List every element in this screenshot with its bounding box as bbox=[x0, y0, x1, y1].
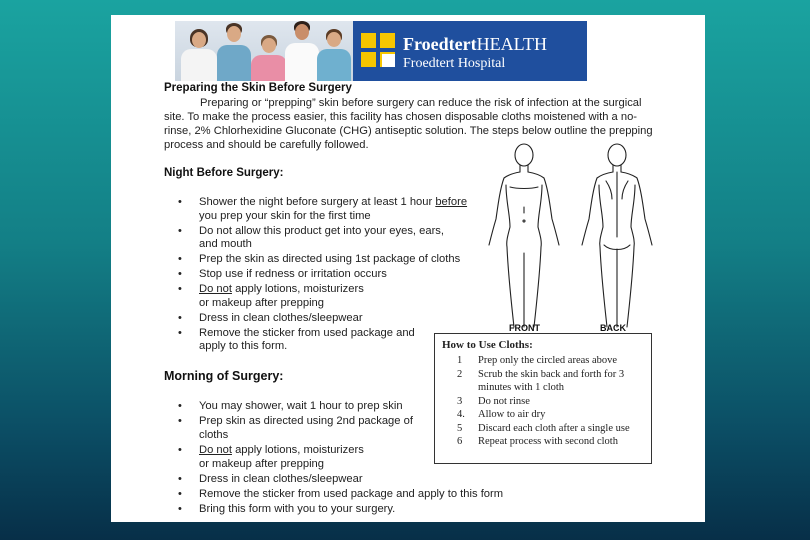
list-item: • Remove the sticker from used package and apply to this form. bbox=[164, 327, 484, 354]
front-label: FRONT bbox=[509, 323, 540, 333]
list-item: • Dress in clean clothes/sleepwear bbox=[164, 473, 584, 487]
list-item: • Remove the sticker from used package and apply to this form bbox=[164, 488, 584, 502]
list-item: • Prep skin as directed using 2nd package of cloths bbox=[164, 415, 584, 442]
night-before-heading: Night Before Surgery: bbox=[164, 167, 284, 179]
list-item: • Dress in clean clothes/sleepwear bbox=[164, 312, 484, 326]
list-item: 6 Repeat process with second cloth bbox=[457, 436, 618, 447]
list-item: • Bring this form with you to your surgery. bbox=[164, 503, 584, 517]
document-title: Preparing the Skin Before Surgery bbox=[164, 82, 352, 94]
logo-cross-mark bbox=[361, 33, 395, 67]
list-item: 5 Discard each cloth after a single use bbox=[457, 422, 630, 434]
list-item: • Do not apply lotions, moisturizers or makeup after prepping bbox=[164, 283, 484, 310]
body-diagram bbox=[484, 141, 659, 333]
list-item: 2 Scrub the skin back and forth for 3 minutes with 1 cloth bbox=[457, 368, 625, 393]
list-item: 4. Allow to air dry bbox=[457, 409, 546, 420]
box-title: How to Use Cloths: bbox=[442, 339, 533, 351]
staff-member-figure bbox=[285, 21, 319, 81]
froedtert-logo bbox=[353, 21, 587, 81]
list-item: • Do not apply lotions, moisturizers or makeup after prepping bbox=[164, 444, 584, 471]
list-item: 1 Prep only the circled areas above bbox=[457, 355, 618, 366]
night-before-list bbox=[164, 196, 484, 355]
list-item: • You may shower, wait 1 hour to prep skin bbox=[164, 400, 584, 414]
logo-hospital-name: Froedtert Hospital bbox=[403, 56, 506, 71]
body-back-figure bbox=[582, 144, 652, 327]
morning-of-surgery-list bbox=[164, 400, 584, 519]
body-front-figure bbox=[489, 144, 559, 327]
intro-paragraph: Preparing or “prepping” skin before surgery can reduce the risk of infection at the surgical site. To make the process easier, this facility has chosen disposable cloths moistened with a no-rinse, 2% Chlorhexidine Gluconate (CHG) antiseptic solution. The steps below outline the prepping process and should be carefully followed. bbox=[164, 97, 653, 151]
list-item: 3 Do not rinse bbox=[457, 395, 530, 407]
logo-brand-name: FroedtertHEALTH bbox=[403, 34, 547, 54]
staff-member-figure bbox=[251, 35, 287, 81]
list-item: • Shower the night before surgery at least 1 hour before you prep your skin for the first time bbox=[164, 196, 484, 223]
list-item: • Prep the skin as directed using 1st package of cloths bbox=[164, 253, 484, 267]
morning-of-surgery-heading: Morning of Surgery: bbox=[164, 369, 284, 383]
staff-member-figure bbox=[181, 27, 217, 81]
staff-member-figure bbox=[217, 23, 251, 81]
staff-member-figure bbox=[317, 29, 351, 81]
staff-photo bbox=[175, 21, 353, 81]
document-page bbox=[111, 15, 705, 522]
back-label: BACK bbox=[600, 323, 626, 333]
list-item: • Do not allow this product get into your eyes, ears, and mouth bbox=[164, 225, 484, 252]
list-item: • Stop use if redness or irritation occurs bbox=[164, 268, 484, 282]
